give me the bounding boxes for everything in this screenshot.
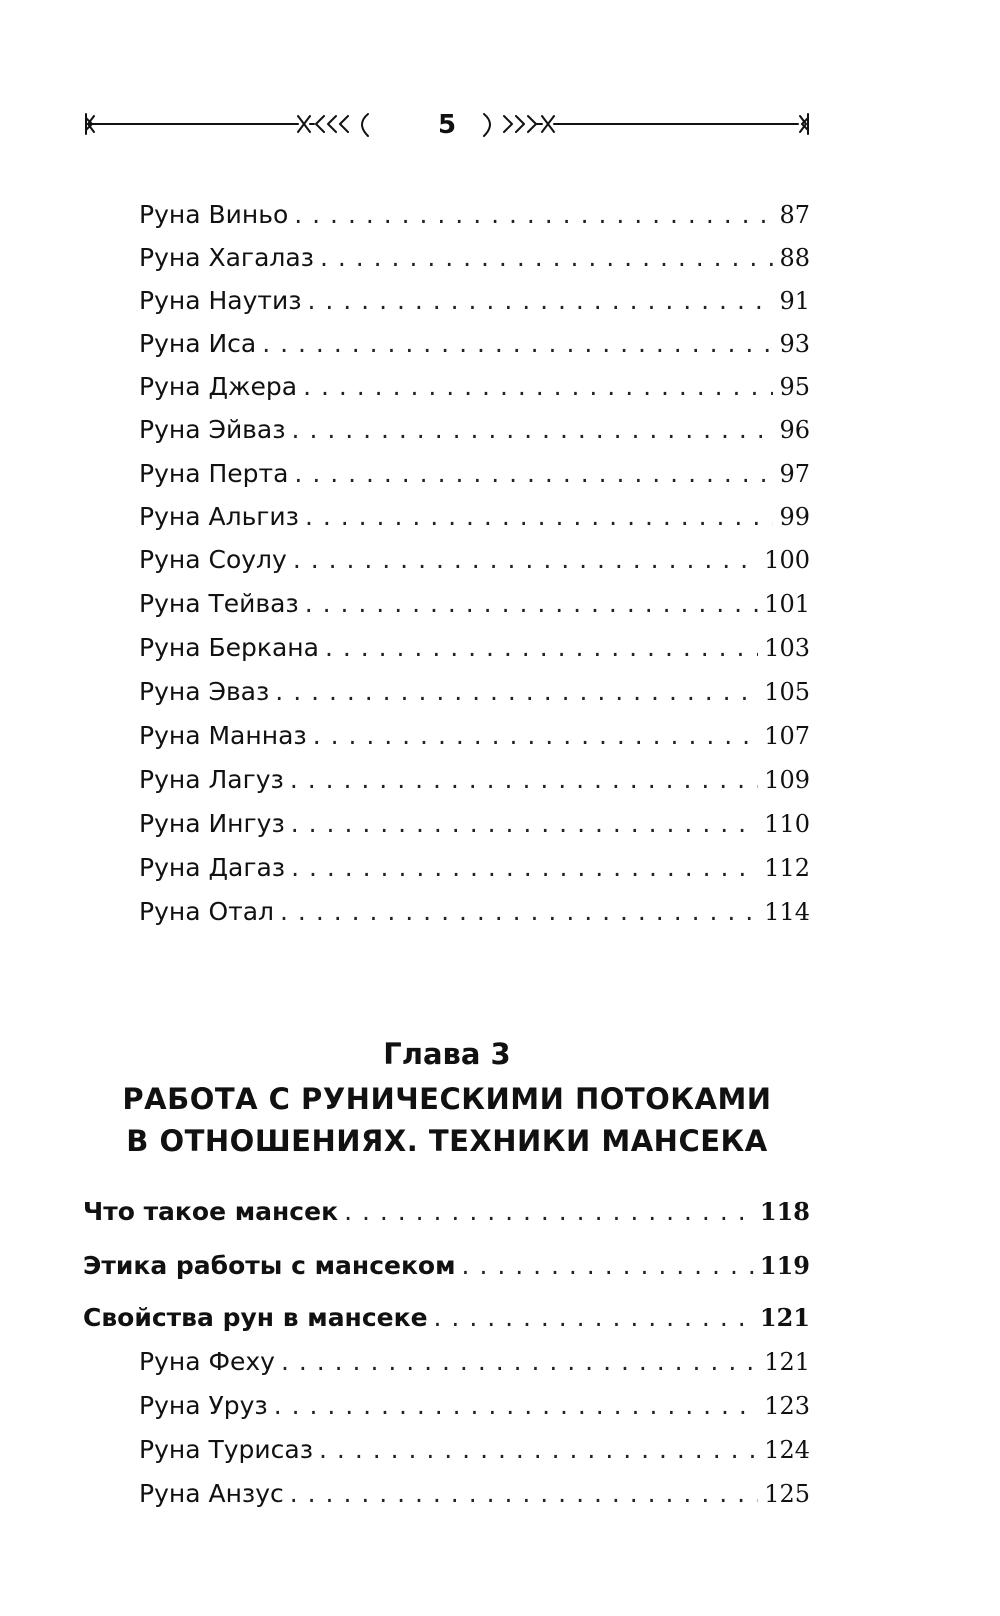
toc-entry-title: Руна Альгиз xyxy=(139,502,299,531)
toc-entry-page: 114 xyxy=(764,898,810,926)
toc-entry[interactable] xyxy=(139,630,810,666)
toc-leader-dots xyxy=(319,1432,758,1468)
toc-leader-dots xyxy=(274,1388,759,1424)
toc-entry[interactable] xyxy=(139,456,810,492)
toc-entry-title: Руна Перта xyxy=(139,459,289,488)
toc-entry-title: Руна Джера xyxy=(139,372,298,401)
chapter-title-line-2: В ОТНОШЕНИЯХ. ТЕХНИКИ МАНСЕКА xyxy=(126,1124,768,1158)
toc-entry-title: Руна Наутиз xyxy=(139,286,302,315)
toc-entry-page: 109 xyxy=(764,766,810,794)
toc-entry[interactable] xyxy=(139,1344,810,1380)
toc-section-entry[interactable] xyxy=(83,1248,810,1284)
toc-entry[interactable] xyxy=(139,499,810,535)
toc-entry[interactable] xyxy=(139,326,810,362)
toc-entry-title: Руна Манназ xyxy=(139,721,307,750)
toc-leader-dots xyxy=(294,197,773,233)
toc-leader-dots xyxy=(344,1194,754,1230)
toc-entry[interactable] xyxy=(139,542,810,578)
toc-leader-dots xyxy=(294,456,773,492)
toc-entry[interactable] xyxy=(139,1388,810,1424)
toc-entry-page: 119 xyxy=(759,1251,810,1280)
toc-leader-dots xyxy=(305,499,773,535)
toc-entry[interactable] xyxy=(139,240,810,276)
toc-entry-page: 121 xyxy=(759,1303,810,1332)
toc-entry-title: Руна Ингуз xyxy=(139,809,285,838)
toc-entry-title: Руна Эваз xyxy=(139,677,270,706)
toc-entry-title: Что такое мансек xyxy=(83,1197,339,1226)
toc-leader-dots xyxy=(291,806,758,842)
toc-entry[interactable] xyxy=(139,1432,810,1468)
toc-leader-dots xyxy=(313,718,759,754)
toc-entry-page: 95 xyxy=(779,373,810,401)
toc-entry-title: Руна Соулу xyxy=(139,545,287,574)
page-number: 5 xyxy=(437,110,457,140)
toc-entry-page: 97 xyxy=(779,460,810,488)
toc-entry-page: 99 xyxy=(779,503,810,531)
toc-entry-title: Руна Беркана xyxy=(139,633,319,662)
toc-section-entry[interactable] xyxy=(83,1194,810,1230)
toc-entry-title: Руна Уруз xyxy=(139,1391,268,1420)
toc-entry-page: 124 xyxy=(764,1436,810,1464)
toc-entry[interactable] xyxy=(139,718,810,754)
toc-entry-page: 105 xyxy=(764,678,810,706)
chapter-title-line-1: РАБОТА С РУНИЧЕСКИМИ ПОТОКАМИ xyxy=(122,1082,772,1116)
toc-leader-dots xyxy=(320,240,773,276)
toc-section-entry[interactable] xyxy=(83,1300,810,1336)
toc-leader-dots xyxy=(308,283,774,319)
toc-entry-page: 101 xyxy=(764,590,810,618)
toc-entry[interactable] xyxy=(139,894,810,930)
toc-leader-dots xyxy=(292,412,774,448)
toc-entry-title: Руна Анзус xyxy=(139,1479,284,1508)
toc-entry-page: 87 xyxy=(779,201,810,229)
toc-entry-title: Руна Эйваз xyxy=(139,415,286,444)
toc-leader-dots xyxy=(275,674,758,710)
toc-entry-page: 103 xyxy=(764,634,810,662)
toc-leader-dots xyxy=(290,762,758,798)
toc-entry-title: Руна Тейваз xyxy=(139,589,299,618)
toc-leader-dots xyxy=(462,1248,754,1284)
toc-entry-title: Руна Лагуз xyxy=(139,765,284,794)
toc-entry[interactable] xyxy=(139,806,810,842)
toc-leader-dots xyxy=(305,586,758,622)
toc-entry-title: Руна Дагаз xyxy=(139,853,286,882)
chapter-label: Глава 3 xyxy=(383,1037,511,1071)
toc-leader-dots xyxy=(280,894,758,930)
toc-entry-page: 93 xyxy=(779,330,810,358)
toc-entry-title: Свойства рун в мансеке xyxy=(83,1303,428,1332)
toc-entry-title: Руна Иса xyxy=(139,329,257,358)
toc-entry-page: 118 xyxy=(759,1197,810,1226)
toc-entry-title: Руна Хагалаз xyxy=(139,243,314,272)
toc-leader-dots xyxy=(290,1476,758,1512)
toc-entry-page: 112 xyxy=(764,854,810,882)
toc-leader-dots xyxy=(281,1344,758,1380)
toc-entry-page: 91 xyxy=(779,287,810,315)
toc-entry[interactable] xyxy=(139,674,810,710)
toc-entry-page: 110 xyxy=(764,810,810,838)
toc-entry-page: 123 xyxy=(764,1392,810,1420)
toc-leader-dots xyxy=(303,369,773,405)
toc-entry-page: 100 xyxy=(764,546,810,574)
running-header xyxy=(84,106,810,146)
toc-entry-page: 88 xyxy=(779,244,810,272)
toc-entry-title: Этика работы с мансеком xyxy=(83,1251,456,1280)
toc-leader-dots xyxy=(262,326,773,362)
toc-entry-page: 121 xyxy=(764,1348,810,1376)
toc-leader-dots xyxy=(291,850,758,886)
toc-entry[interactable] xyxy=(139,283,810,319)
toc-entry-page: 125 xyxy=(764,1480,810,1508)
toc-entry-title: Руна Феху xyxy=(139,1347,275,1376)
toc-leader-dots xyxy=(293,542,758,578)
toc-entry-page: 96 xyxy=(779,416,810,444)
toc-leader-dots xyxy=(325,630,758,666)
toc-leader-dots xyxy=(434,1300,754,1336)
toc-entry-title: Руна Турисаз xyxy=(139,1435,314,1464)
toc-entry[interactable] xyxy=(139,850,810,886)
toc-entry[interactable] xyxy=(139,1476,810,1512)
toc-entry[interactable] xyxy=(139,369,810,405)
toc-entry[interactable] xyxy=(139,762,810,798)
toc-entry-page: 107 xyxy=(764,722,810,750)
toc-entry[interactable] xyxy=(139,586,810,622)
toc-entry[interactable] xyxy=(139,197,810,233)
toc-entry-title: Руна Отал xyxy=(139,897,275,926)
toc-entry[interactable] xyxy=(139,412,810,448)
toc-entry-title: Руна Виньо xyxy=(139,200,289,229)
